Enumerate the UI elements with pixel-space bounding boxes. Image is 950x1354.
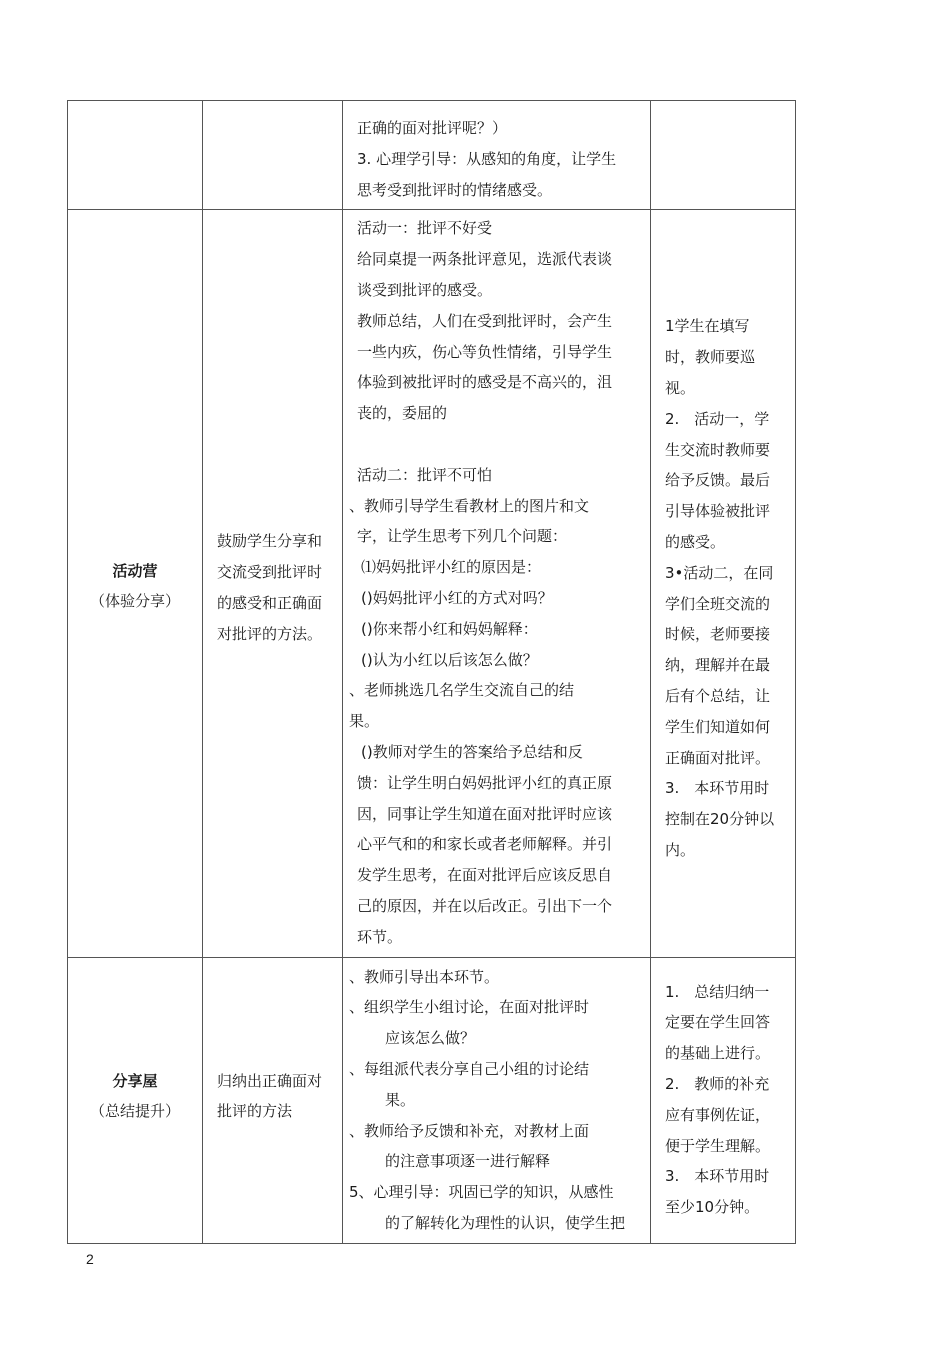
content-line: 心平气和的和家长或者老师解释。并引 (357, 835, 613, 854)
content-line: 正确的面对批评呢？） (357, 119, 508, 137)
note-line: 至少10分钟。 (665, 1198, 760, 1217)
content-line: 的注意事项逐一进行解释 (385, 1152, 551, 1171)
note-line: 纳，理解并在最 (665, 656, 771, 675)
table-row-activity (68, 210, 796, 957)
note-line: 1学生在填写 (665, 317, 750, 336)
phase-cell (68, 957, 203, 1243)
content-line: 、每组派代表分享自己小组的讨论结 (349, 1059, 590, 1078)
page-number: 2 (86, 1251, 94, 1267)
note-line: 3. 本环节用时 (665, 779, 770, 798)
note-line: 便于学生理解。 (665, 1136, 771, 1155)
goal-cell-empty (203, 101, 343, 210)
content-line: 果。 (349, 712, 380, 731)
content-line: 活动二：批评不可怕 (357, 465, 493, 484)
note-line: 3•活动二，在同 (665, 563, 774, 582)
note-line: 时，教师要巡 (665, 348, 756, 367)
content-line: 体验到被批评时的感受是不高兴的，沮 (357, 373, 613, 392)
content-cell (343, 957, 651, 1243)
content-line: 思考受到批评时的情绪感受。 (357, 180, 553, 199)
content-line: 馈：让学生明白妈妈批评小红的真正原 (357, 773, 613, 792)
note-line: 视。 (665, 378, 696, 397)
goal-line: 鼓励学生分享和 (217, 532, 323, 551)
content-line: ⑴妈妈批评小红的原因是： (361, 558, 542, 577)
content-line: 给同桌提一两条批评意见，选派代表谈 (357, 250, 613, 269)
content-line: 应该怎么做？ (385, 1029, 476, 1048)
goal-line: 交流受到批评时 (217, 563, 323, 582)
content-cell (343, 101, 651, 210)
phase-cell-empty (68, 101, 203, 210)
note-line: 的感受。 (665, 532, 726, 551)
phase-name: 活动营 (112, 562, 158, 581)
note-line: 定要在学生回答 (665, 1013, 771, 1032)
content-line: 一些内疚，伤心等负性情绪，引导学生 (357, 342, 613, 361)
note-line: 时候，老师要接 (665, 625, 771, 644)
goal-line: 归纳出正确面对 (217, 1071, 323, 1090)
note-line: 控制在20分钟以 (665, 810, 775, 829)
note-line: 学生们知道如何 (665, 717, 771, 736)
note-line: 后有个总结，让 (665, 686, 771, 705)
notes-cell (651, 957, 796, 1243)
content-line: 的了解转化为理性的认识，使学生把 (385, 1213, 626, 1232)
content-line: 、教师引导学生看教材上的图片和文 (349, 496, 590, 515)
content-line: 教师总结，人们在受到批评时，会产生 (357, 311, 613, 330)
lesson-plan-table (67, 100, 796, 1244)
content-line: 环节。 (357, 927, 403, 946)
goal-line: 的感受和正确面 (217, 593, 323, 612)
note-line: 3. 本环节用时 (665, 1167, 770, 1186)
goal-line: 对批评的方法。 (217, 624, 323, 643)
content-line: 活动一：批评不好受 (357, 219, 493, 238)
content-line: 、教师给予反馈和补充，对教材上面 (349, 1121, 590, 1140)
content-line: 丧的，委屈的 (357, 404, 448, 423)
note-line: 学们全班交流的 (665, 594, 771, 613)
note-line: 2. 活动一，学 (665, 409, 770, 428)
phase-cell (68, 210, 203, 957)
content-line: 果。 (385, 1090, 416, 1109)
goal-line: 批评的方法 (217, 1102, 293, 1121)
note-line: 引导体验被批评 (665, 502, 771, 521)
content-line: 因，同事让学生知道在面对批评时应该 (357, 804, 613, 823)
notes-cell (651, 210, 796, 957)
note-line: 生交流时教师要 (665, 440, 771, 459)
content-line: ()认为小红以后该怎么做？ (361, 650, 538, 669)
note-line: 给予反馈。最后 (665, 471, 771, 490)
content-line: 3. 心理学引导：从感知的角度，让学生 (357, 149, 617, 168)
table-row-continuation (68, 101, 796, 210)
note-line: 1. 总结归纳一 (665, 982, 770, 1001)
content-line: 己的原因，并在以后改正。引出下一个 (357, 896, 613, 915)
note-line: 内。 (665, 840, 696, 859)
table-row-summary (68, 957, 796, 1243)
content-line: ()你来帮小红和妈妈解释： (361, 619, 538, 638)
content-cell (343, 210, 651, 957)
phase-subtitle: （体验分享） (89, 592, 180, 611)
goal-cell (203, 210, 343, 957)
content-line (357, 429, 644, 460)
note-line: 应有事例佐证， (665, 1105, 771, 1124)
content-line: ()教师对学生的答案给予总结和反 (361, 742, 583, 761)
goal-cell (203, 957, 343, 1243)
content-line: 字，让学生思考下列几个问题： (357, 527, 568, 546)
content-line: 谈受到批评的感受。 (357, 280, 493, 299)
phase-subtitle: （总结提升） (89, 1101, 180, 1120)
note-line: 的基础上进行。 (665, 1044, 771, 1063)
content-line: 、老师挑选几名学生交流自己的结 (349, 681, 575, 700)
content-line: 发学生思考，在面对批评后应该反思自 (357, 866, 613, 885)
content-line: 、教师引导出本环节。 (349, 967, 500, 986)
phase-name: 分享屋 (112, 1071, 158, 1090)
content-line: ()妈妈批评小红的方式对吗？ (361, 588, 553, 607)
content-line: 、组织学生小组讨论，在面对批评时 (349, 998, 590, 1017)
content-line: 5、心理引导：巩固已学的知识，从感性 (349, 1183, 614, 1202)
notes-cell-empty (651, 101, 796, 210)
note-line: 正确面对批评。 (665, 748, 771, 767)
note-line: 2. 教师的补充 (665, 1074, 770, 1093)
